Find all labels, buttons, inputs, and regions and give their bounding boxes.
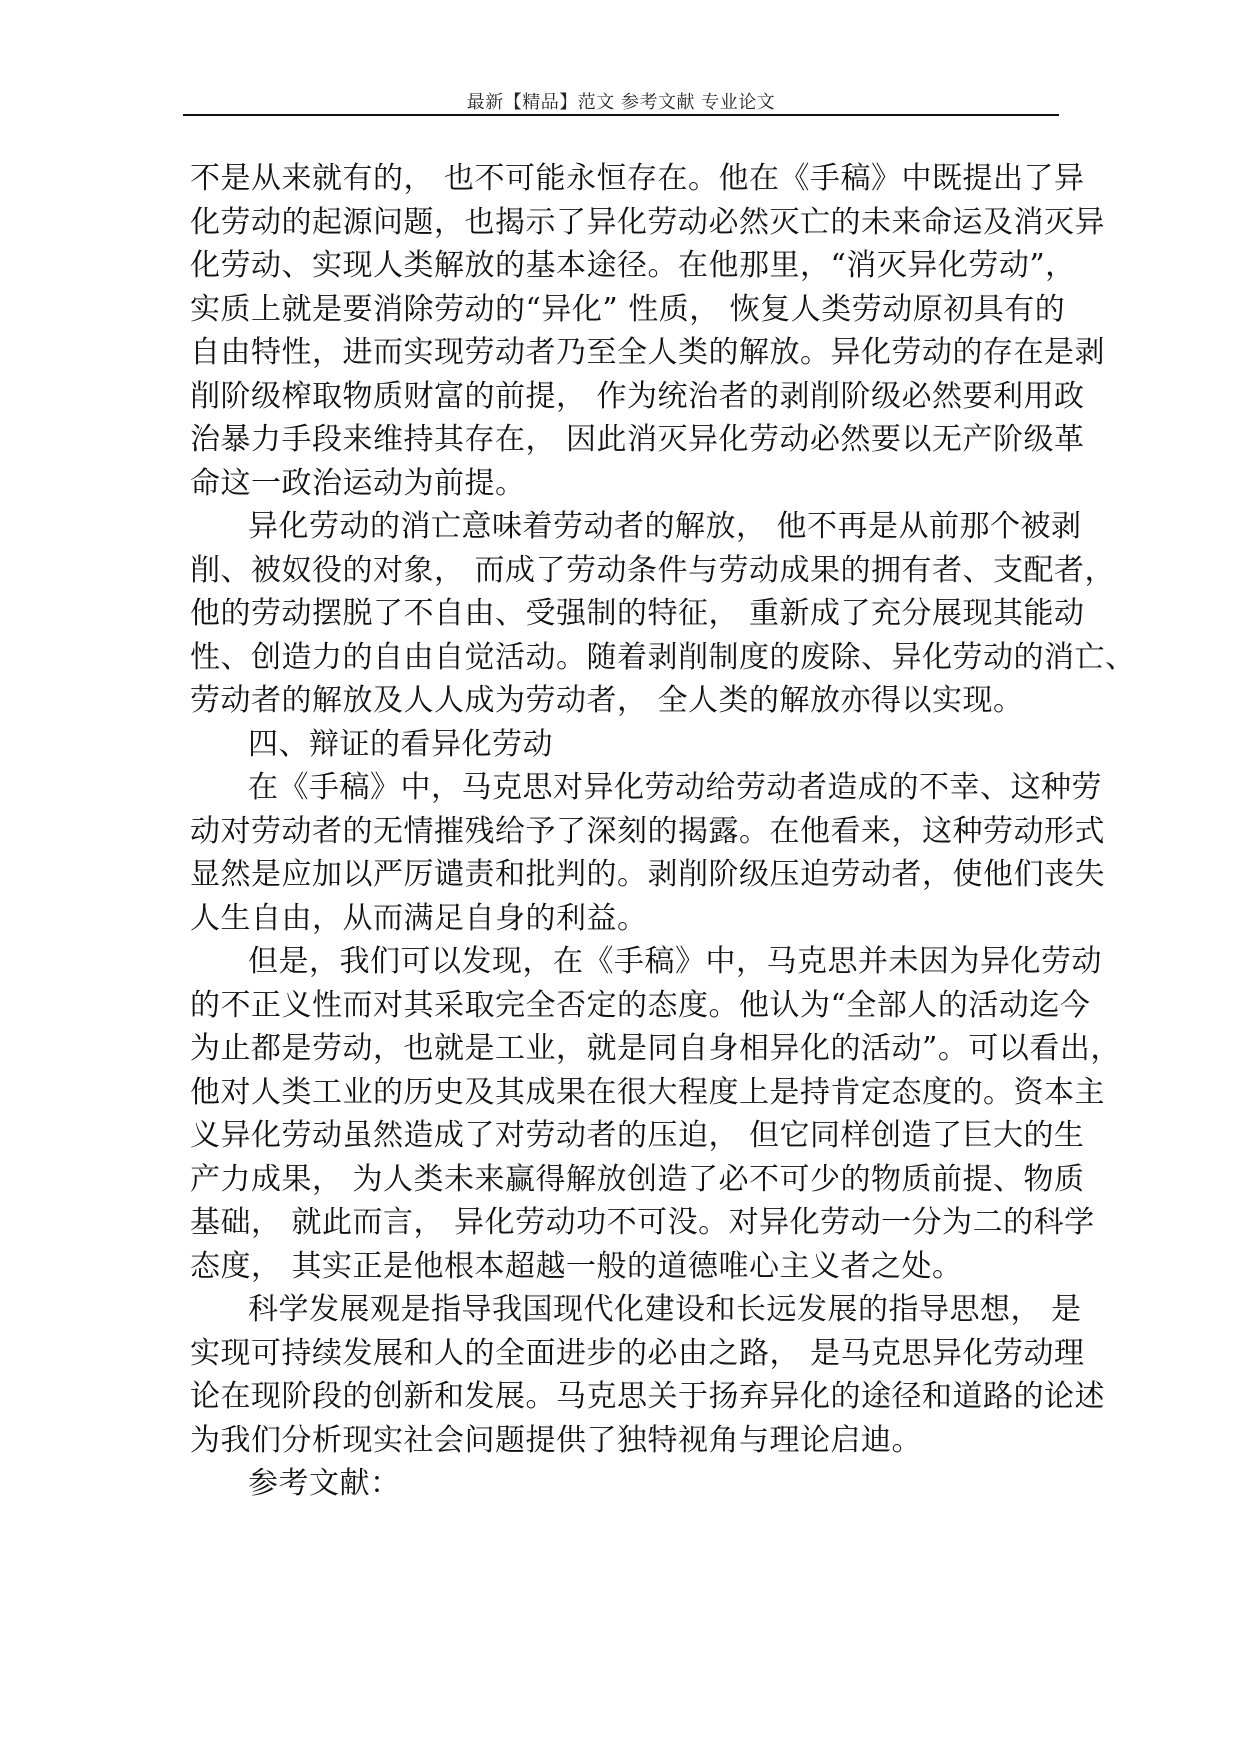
text-line: 自由特性，进而实现劳动者乃至全人类的解放。异化劳动的存在是剥 — [190, 335, 1105, 370]
text-line: 人生自由，从而满足自身的利益。 — [190, 900, 648, 936]
text-line: 义异化劳动虽然造成了对劳动者的压迫， 但它同样创造了巨大的生 — [190, 1118, 1085, 1153]
text-line: 命这一政治运动为前提。 — [190, 465, 526, 501]
text-line: 科学发展观是指导我国现代化建设和长远发展的指导思想， 是 — [248, 1292, 1082, 1327]
text-line: 他的劳动摆脱了不自由、受强制的特征， 重新成了充分展现其能动 — [190, 596, 1085, 631]
text-line: 显然是应加以严厉谴责和批判的。剥削阶级压迫劳动者，使他们丧失 — [190, 857, 1105, 892]
text-line: 在《手稿》中，马克思对异化劳动给劳动者造成的不幸、这种劳 — [248, 770, 1102, 805]
text-line: 削阶级榨取物质财富的前提， 作为统治者的剥削阶级必然要利用政 — [190, 378, 1085, 414]
text-line: 论在现阶段的创新和发展。马克思关于扬弃异化的途径和道路的论述 — [190, 1379, 1105, 1414]
text-line: 化劳动的起源问题，也揭示了异化劳动必然灭亡的未来命运及消灭异 — [190, 204, 1105, 240]
text-line: 动对劳动者的无情摧残给予了深刻的揭露。在他看来，这种劳动形式 — [190, 813, 1105, 849]
text-line: 削、被奴役的对象， 而成了劳动条件与劳动成果的拥有者、支配者， — [190, 552, 1116, 588]
text-line: 化劳动、实现人类解放的基本途径。在他那里，“消灭异化劳动”， — [190, 248, 1076, 283]
text-line: 实质上就是要消除劳动的“异化” 性质， 恢复人类劳动原初具有的 — [190, 291, 1066, 327]
text-line: 他对人类工业的历史及其成果在很大程度上是持肯定态度的。资本主 — [190, 1074, 1105, 1110]
text-line: 性、创造力的自由自觉活动。随着剥削制度的废除、异化劳动的消亡、 — [190, 639, 1136, 675]
page-header: 最新【精品】范文 参考文献 专业论文 — [466, 92, 776, 113]
text-line: 的不正义性而对其采取完全否定的态度。他认为“全部人的活动迄今 — [190, 987, 1091, 1023]
text-line: 但是，我们可以发现，在《手稿》中，马克思并未因为异化劳动 — [248, 944, 1102, 979]
text-line: 态度， 其实正是他根本超越一般的道德唯心主义者之处。 — [190, 1248, 963, 1284]
text-line: 实现可持续发展和人的全面进步的必由之路， 是马克思异化劳动理 — [190, 1335, 1085, 1371]
body-text — [190, 157, 1136, 1506]
section-heading: 四、辩证的看异化劳动 — [248, 726, 553, 762]
text-line: 为止都是劳动，也就是工业，就是同自身相异化的活动”。可以看出， — [190, 1031, 1121, 1066]
text-line: 为我们分析现实社会问题提供了独特视角与理论启迪。 — [190, 1422, 922, 1458]
text-line: 基础， 就此而言， 异化劳动功不可没。对异化劳动一分为二的科学 — [190, 1205, 1095, 1240]
text-line: 产力成果， 为人类未来赢得解放创造了必不可少的物质前提、物质 — [190, 1161, 1085, 1197]
header-divider — [183, 114, 1059, 116]
text-line: 不是从来就有的， 也不可能永恒存在。他在《手稿》中既提出了异 — [190, 161, 1085, 196]
text-line: 劳动者的解放及人人成为劳动者， 全人类的解放亦得以实现。 — [190, 683, 1024, 718]
text-line: 治暴力手段来维持其存在， 因此消灭异化劳动必然要以无产阶级革 — [190, 422, 1085, 457]
text-line: 异化劳动的消亡意味着劳动者的解放， 他不再是从前那个被剥 — [248, 509, 1082, 544]
references-heading: 参考文献： — [248, 1466, 401, 1501]
